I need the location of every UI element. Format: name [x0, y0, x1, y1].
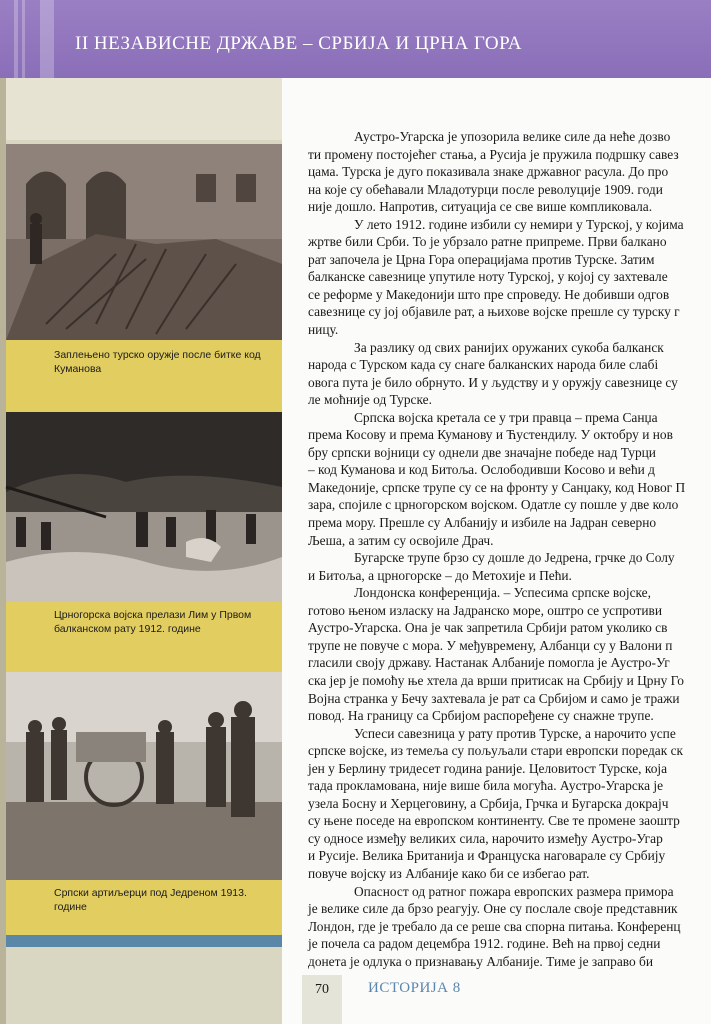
- text-line: балканске савезнице упутиле ноту Турској, у којој су захтевале: [308, 269, 668, 285]
- page-number: 70: [302, 975, 342, 1024]
- text-line: Аустро-Угарска је упозорила велике силе да неће дозво: [354, 129, 671, 144]
- text-line: и Русије. Велика Британија и Француска наговарале су Србију: [308, 848, 666, 864]
- header-stripe: [40, 0, 54, 78]
- text-line: Лондон, где је требало да се реше сва спорна питања. Конференц: [308, 918, 681, 934]
- text-line: гласили своју државу. Настанак Албаније помогла је Аустро-Уг: [308, 655, 670, 671]
- text-line: ска јер је помоћу ње хтела да врши притисак на Србију и Црну Го: [308, 672, 684, 688]
- text-line: српске војске, из темеља су пољуљали стари европски поредак ск: [308, 743, 684, 759]
- photo-army-crossing-lim: [6, 412, 282, 602]
- text-line: се реформе у Македонији што пре спроведу. Не добивши одгов: [308, 286, 670, 302]
- text-line: и Битоља, а црногорске – до Метохије и Пећи.: [308, 567, 572, 583]
- sidebar-footer-band: [6, 935, 282, 947]
- text-line: тада прокламована, није више била могућа. Аустро-Угарска је: [308, 778, 664, 794]
- sidebar-top-panel: [0, 78, 282, 140]
- text-line: узела Босну и Херцеговину, а Србија, Грчка и Бугарска докрајч: [308, 795, 669, 811]
- photo-caption: Српски артиљерци под Једреном 1913. године: [54, 887, 247, 913]
- header-stripe: [22, 0, 25, 78]
- text-line: према мору. Прешле су Албанију и избиле на Јадран северно: [308, 515, 657, 531]
- caption-box: [6, 340, 282, 412]
- photo-caption: Црногорска војска прелази Лим у Првом балканском рату 1912. године: [54, 609, 252, 635]
- text-line: повуче војску из Албаније како би се избегао рат.: [308, 865, 590, 881]
- text-line: трупе не повуче с мора. У међувремену, Албанци су у Валони п: [308, 637, 673, 653]
- text-line: За разлику од свих ранијих оружаних сукоба балканск: [354, 339, 664, 355]
- photo-artillerymen-edirne: [6, 672, 282, 880]
- text-line: је велике силе да брзо реагују. Оне су послале своје представник: [308, 901, 678, 917]
- page-header: [0, 0, 711, 78]
- text-line: ле моћније од Турске.: [308, 392, 432, 408]
- caption-box: [6, 880, 282, 935]
- text-line: – код Куманова и код Битоља. Ослободивши Косово и већи д: [308, 462, 655, 478]
- text-line: У лето 1912. године избили су немири у Турској, у којима: [354, 216, 684, 232]
- text-line: ницу.: [308, 322, 339, 338]
- text-line: Српска војска кретала се у три правца – према Санџа: [354, 409, 658, 425]
- text-line: повод. На границу са Србијом распоређене су снажне трупе.: [308, 708, 654, 724]
- text-line: Аустро-Угарска. Она је чак запретила Србији ратом уколико св: [308, 620, 668, 636]
- text-line: јен у Берлину тридесет година раније. Целовитост Турске, која: [308, 760, 668, 776]
- text-line: рат започела је Црна Гора операцијама против Турске. Затим: [308, 251, 655, 267]
- text-line: није дошло. Напротив, ситуација се све више компликовала.: [308, 199, 653, 215]
- text-line: је почела са радом децембра 1912. године. Већ на првој седни: [308, 936, 661, 952]
- text-line: донета је одлука о признавању Албаније. Тиме је заправо би: [308, 953, 654, 969]
- text-line: готово њеном изласку на Јадранско море, оштро се успротиви: [308, 602, 662, 618]
- text-line: Бугарске трупе брзо су дошле до Једрена, грчке до Солу: [354, 550, 675, 566]
- text-line: према Косову и према Куманову и Ћустендилу. У октобру и нов: [308, 427, 673, 443]
- header-stripe: [14, 0, 18, 78]
- photo-captured-weapons: [6, 144, 282, 340]
- text-line: Војна странка у Бечу захтевала је рат са Србијом и само је тражи: [308, 690, 680, 706]
- photo-caption: Заплењено турско оружје после битке код Куманова: [54, 349, 261, 375]
- caption-box: [6, 602, 282, 666]
- text-line: су односе између великих сила, нарочито између Аустро-Угар: [308, 830, 663, 846]
- text-line: Лондонска конференција. – Успесима српске војске,: [354, 585, 651, 601]
- text-line: народа с Турском када су снаге балканских народа биле слабі: [308, 357, 659, 373]
- text-line: зара, спојиле с црногорском војском. Одатле су пошле у две коло: [308, 497, 679, 513]
- chapter-title: II НЕЗАВИСНЕ ДРЖАВЕ – СРБИЈА И ЦРНА ГОРА: [75, 33, 523, 54]
- body-text: [308, 128, 711, 969]
- text-line: цама. Турска је дуго показивала знаке државног расула. До про: [308, 164, 669, 180]
- text-line: Опасност од ратног пожара европских размера примора: [354, 883, 674, 899]
- text-line: бру српски војници су однели две значајне победе над Турци: [308, 444, 656, 460]
- text-line: савезнице су јој објавиле рат, а њихове војске прешле су турску г: [308, 304, 680, 320]
- text-line: овога пута је било обрнуто. И у људству и у оружју савезнице су: [308, 374, 678, 390]
- text-line: на које су обећавали Младотурци после револуције 1909. годи: [308, 181, 663, 197]
- text-line: жртве били Срби. То је убрзало ратне припреме. Први балкано: [308, 234, 667, 250]
- text-line: Македоније, српске трупе су се на фронту у Санџаку, код Новог П: [308, 479, 686, 495]
- book-title: ИСТОРИЈА 8: [368, 980, 461, 996]
- text-line: Љеша, а затим су освојиле Драч.: [308, 532, 494, 548]
- text-line: су њене поседе на европском континенту. Све те промене заоштр: [308, 813, 680, 829]
- text-line: Успеси савезница у рату против Турске, а нарочито успе: [354, 725, 676, 741]
- text-line: ти промену постојећег стања, а Русија је пружила подршку савез: [308, 146, 679, 162]
